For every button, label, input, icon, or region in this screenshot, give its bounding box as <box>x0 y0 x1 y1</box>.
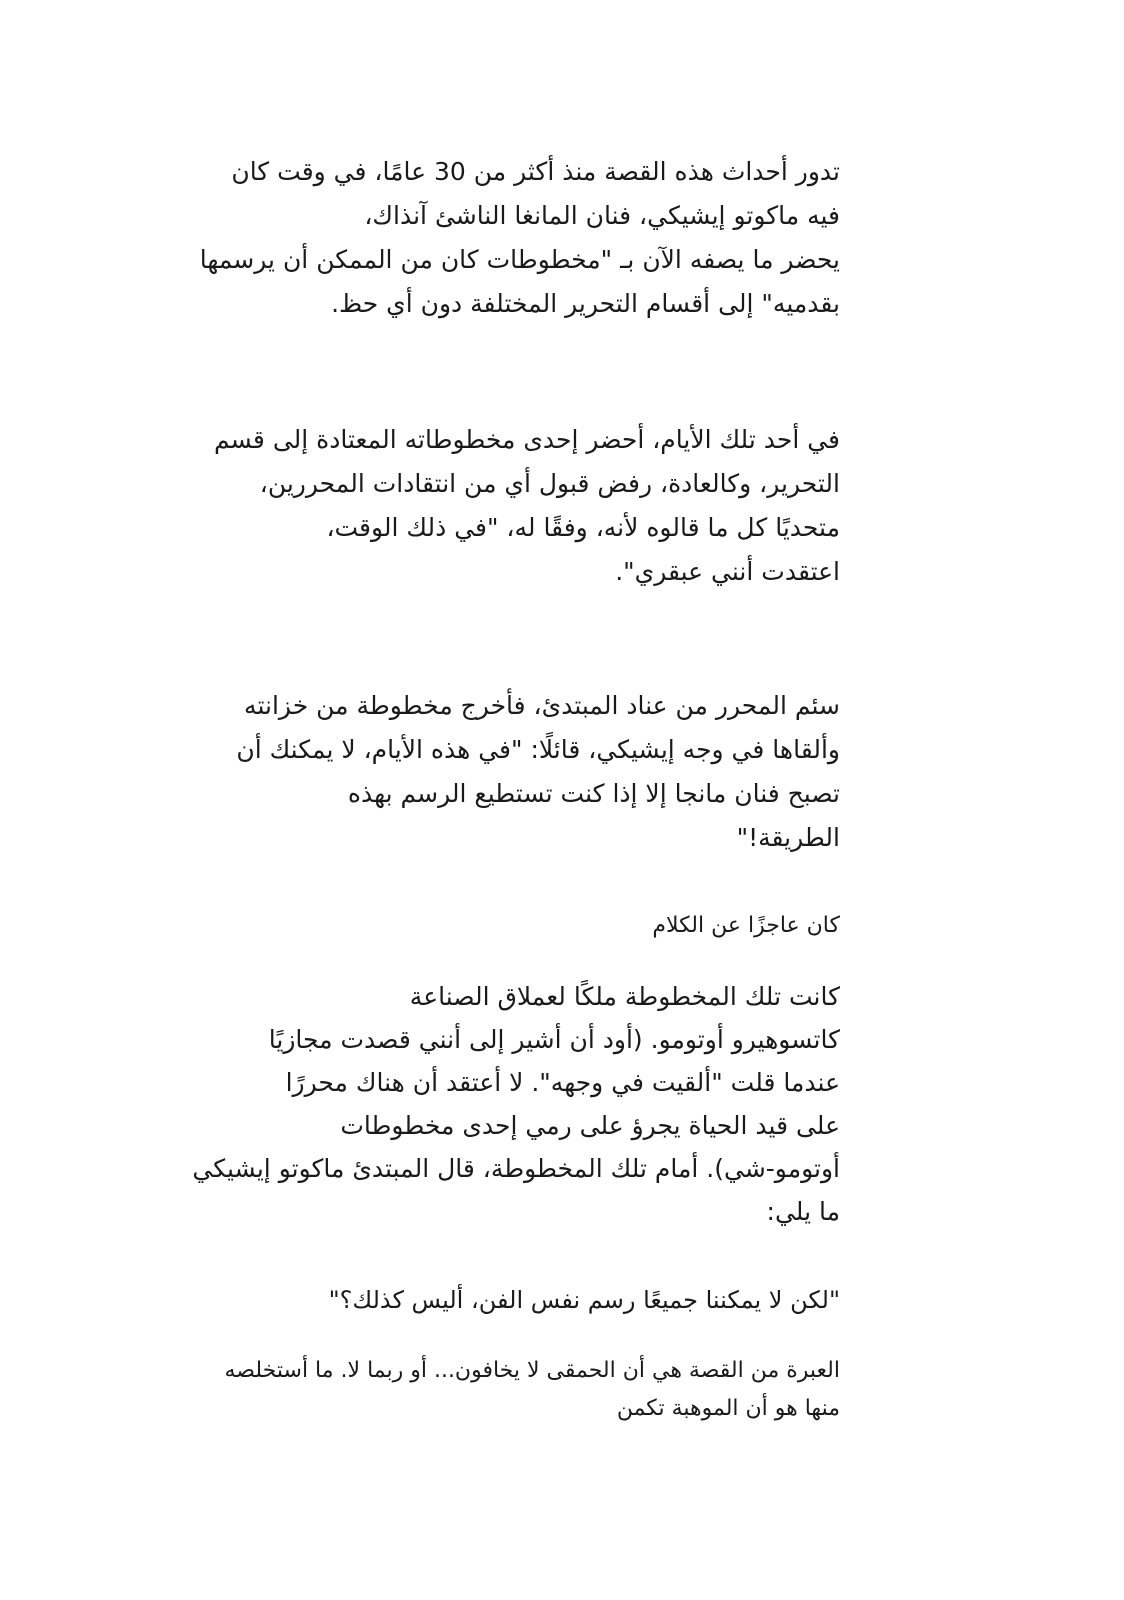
paragraph-line: بقدميه" إلى أقسام التحرير المختلفة دون أي حظ. <box>331 289 840 318</box>
paragraph-line: ما يلي: <box>766 1197 840 1226</box>
paragraph-line: كاتسوهيرو أوتومو. (أود أن أشير إلى أنني قصدت مجازيًا <box>268 1025 840 1054</box>
paragraph-line: سئم المحرر من عناد المبتدئ، فأخرج مخطوطة من خزانته <box>244 691 840 720</box>
paragraph-line: عندما قلت "ألقيت في وجهه". لا أعتقد أن هناك محررًا <box>285 1068 840 1097</box>
paragraph-line: منها هو أن الموهبة تكمن <box>616 1396 840 1421</box>
paragraph-line: وألقاها في وجه إيشيكي، قائلًا: "في هذه الأيام، لا يمكنك أن <box>236 735 840 764</box>
paragraph-line: العبرة من القصة هي أن الحمقى لا يخافون... أو ربما لا. ما أستخلصه <box>224 1358 840 1383</box>
paragraph-line: فيه ماكوتو إيشيكي، فنان المانغا الناشئ آنذاك، <box>364 201 840 230</box>
paragraph-line: التحرير، وكالعادة، رفض قبول أي من انتقادات المحررين، <box>259 469 840 498</box>
paragraph-intro <box>160 150 840 326</box>
paragraph-speechless <box>160 910 840 942</box>
paragraph-editorial-visit <box>160 418 840 594</box>
paragraph-line: الطريقة!" <box>736 823 840 852</box>
paragraph-line: "لكن لا يمكننا جميعًا رسم نفس الفن، أليس كذلك؟" <box>328 1286 840 1314</box>
paragraph-line: اعتقدت أنني عبقري". <box>615 557 840 586</box>
paragraph-quote <box>160 1282 840 1318</box>
paragraph-line: متحديًا كل ما قالوه لأنه، وفقًا له، "في ذلك الوقت، <box>326 513 840 542</box>
paragraph-moral <box>160 1352 840 1428</box>
paragraph-line: في أحد تلك الأيام، أحضر إحدى مخطوطاته المعتادة إلى قسم <box>213 425 840 454</box>
paragraph-line: تدور أحداث هذه القصة منذ أكثر من 30 عامًا، في وقت كان <box>231 157 840 186</box>
paragraph-otomo-manuscript <box>160 975 840 1233</box>
paragraph-editor-response <box>160 684 840 860</box>
paragraph-line: كان عاجزًا عن الكلام <box>652 913 840 938</box>
paragraph-line: تصبح فنان مانجا إلا إذا كنت تستطيع الرسم بهذه <box>347 779 840 808</box>
paragraph-line: أوتومو-شي). أمام تلك المخطوطة، قال المبتدئ ماكوتو إيشيكي <box>192 1154 840 1183</box>
paragraph-line: على قيد الحياة يجرؤ على رمي إحدى مخطوطات <box>340 1111 840 1140</box>
paragraph-line: كانت تلك المخطوطة ملكًا لعملاق الصناعة <box>409 982 840 1011</box>
paragraph-line: يحضر ما يصفه الآن بـ "مخطوطات كان من الممكن أن يرسمها <box>199 245 840 274</box>
